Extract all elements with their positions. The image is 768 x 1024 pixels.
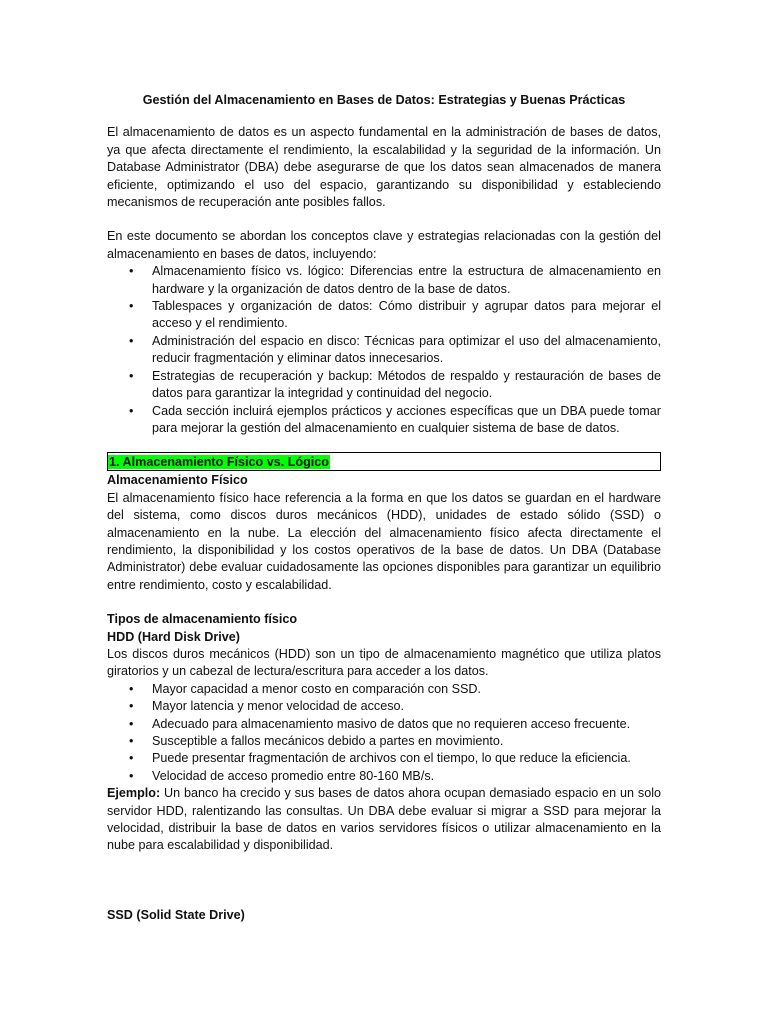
bullet-icon: •: [129, 299, 134, 314]
list-item: • Estrategias de recuperación y backup: Métodos de respaldo y restauración de bases de datos para garantizar la integridad y continuidad del negocio.: [129, 368, 661, 401]
document-content: [107, 92, 661, 924]
section-heading: 1. Almacenamiento Físico vs. Lógico: [109, 455, 329, 470]
bullet-icon: •: [129, 403, 134, 418]
list-item: • Cada sección incluirá ejemplos prácticos y acciones específicas que un DBA puede tomar para mejorar la gestión del almacenamiento en cualquier sistema de base de datos.: [129, 403, 661, 435]
physical-storage-paragraph: El almacenamiento físico hace referencia a la forma en que los datos se guardan en el hardware del sistema, como discos duros mecánicos (HDD), unidades de estado sólido (SSD) o almacenamiento en la nube. La elección del almacenamiento físico afecta directamente el rendimiento, la disponibilidad y los costos operativos de la base de datos. Un DBA (Database Administrator) debe evaluar cuidadosamente las opciones disponibles para garantizar un equilibrio entre rendimiento, costo y escalabilidad.: [107, 490, 661, 592]
bullet-icon: •: [129, 264, 134, 279]
bullet-icon: •: [129, 681, 134, 696]
overview-list: [107, 263, 661, 437]
example-text: Un banco ha crecido y sus bases de datos ahora ocupan demasiado espacio en un solo servidor HDD, ralentizando las consultas. Un DBA debe evaluar si migrar a SSD para mejorar la velocidad, distribuir la base de datos en varios servidores físicos o utilizar almacenamiento en la nube para escalabilidad y disponibilidad.: [107, 786, 661, 853]
list-item: • Mayor latencia y menor velocidad de acceso.: [107, 698, 661, 715]
bullet-icon: •: [129, 734, 134, 748]
bullet-icon: •: [129, 768, 134, 783]
list-item: • Velocidad de acceso promedio entre 80-160 MB/s.: [107, 768, 661, 785]
hdd-example: [107, 785, 661, 855]
bullet-icon: •: [129, 699, 134, 714]
hdd-heading: HDD (Hard Disk Drive): [107, 629, 240, 644]
hdd-paragraph: Los discos duros mecánicos (HDD) son un tipo de almacenamiento magnético que utiliza platos giratorios y un cabezal de lectura/escritura para acceder a los datos.: [107, 646, 661, 679]
subheading-physical-storage: Almacenamiento Físico: [107, 473, 248, 488]
list-item: • Mayor capacidad a menor costo en comparación con SSD.: [107, 681, 661, 698]
document-title: Gestión del Almacenamiento en Bases de Datos: Estrategias y Buenas Prácticas: [142, 93, 626, 107]
ssd-heading: SSD (Solid State Drive): [107, 907, 245, 922]
overview-paragraph: En este documento se abordan los conceptos clave y estrategias relacionadas con la gestión del almacenamiento en bases de datos, incluyendo:: [107, 229, 661, 261]
bullet-icon: •: [129, 751, 134, 766]
section-heading-box: [107, 452, 661, 471]
list-item: • Puede presentar fragmentación de archivos con el tiempo, lo que reduce la eficiencia.: [107, 750, 661, 767]
list-item: • Administración del espacio en disco: Técnicas para optimizar el uso del almacenamiento, reducir fragmentación y eliminar datos innecesarios.: [129, 333, 661, 366]
example-label: Ejemplo:: [107, 786, 161, 801]
bullet-icon: •: [129, 333, 134, 348]
intro-paragraph: El almacenamiento de datos es un aspecto fundamental en la administración de bases de datos, ya que afecta directamente el rendimiento, la escalabilidad y la seguridad de la información. Un Database Administrator (DBA) debe asegurarse de que los datos sean almacenados de manera eficiente, optimizando el uso del espacio, garantizando su disponibilidad y estableciendo mecanismos de recuperación ante posibles fallos.: [107, 125, 661, 210]
list-item: • Tablespaces y organización de datos: Cómo distribuir y agrupar datos para mejorar el acceso y el rendimiento.: [129, 299, 661, 331]
list-item: • Adecuado para almacenamiento masivo de datos que no requieren acceso frecuente.: [107, 716, 661, 733]
bullet-icon: •: [129, 368, 134, 383]
hdd-list: [107, 681, 661, 785]
bullet-icon: •: [129, 716, 134, 731]
types-heading: Tipos de almacenamiento físico: [107, 612, 298, 627]
list-item: • Susceptible a fallos mecánicos debido a partes en movimiento.: [107, 733, 661, 750]
list-item: • Almacenamiento físico vs. lógico: Diferencias entre la estructura de almacenamiento en hardware y la organización de datos dentro de la base de datos.: [129, 264, 661, 296]
